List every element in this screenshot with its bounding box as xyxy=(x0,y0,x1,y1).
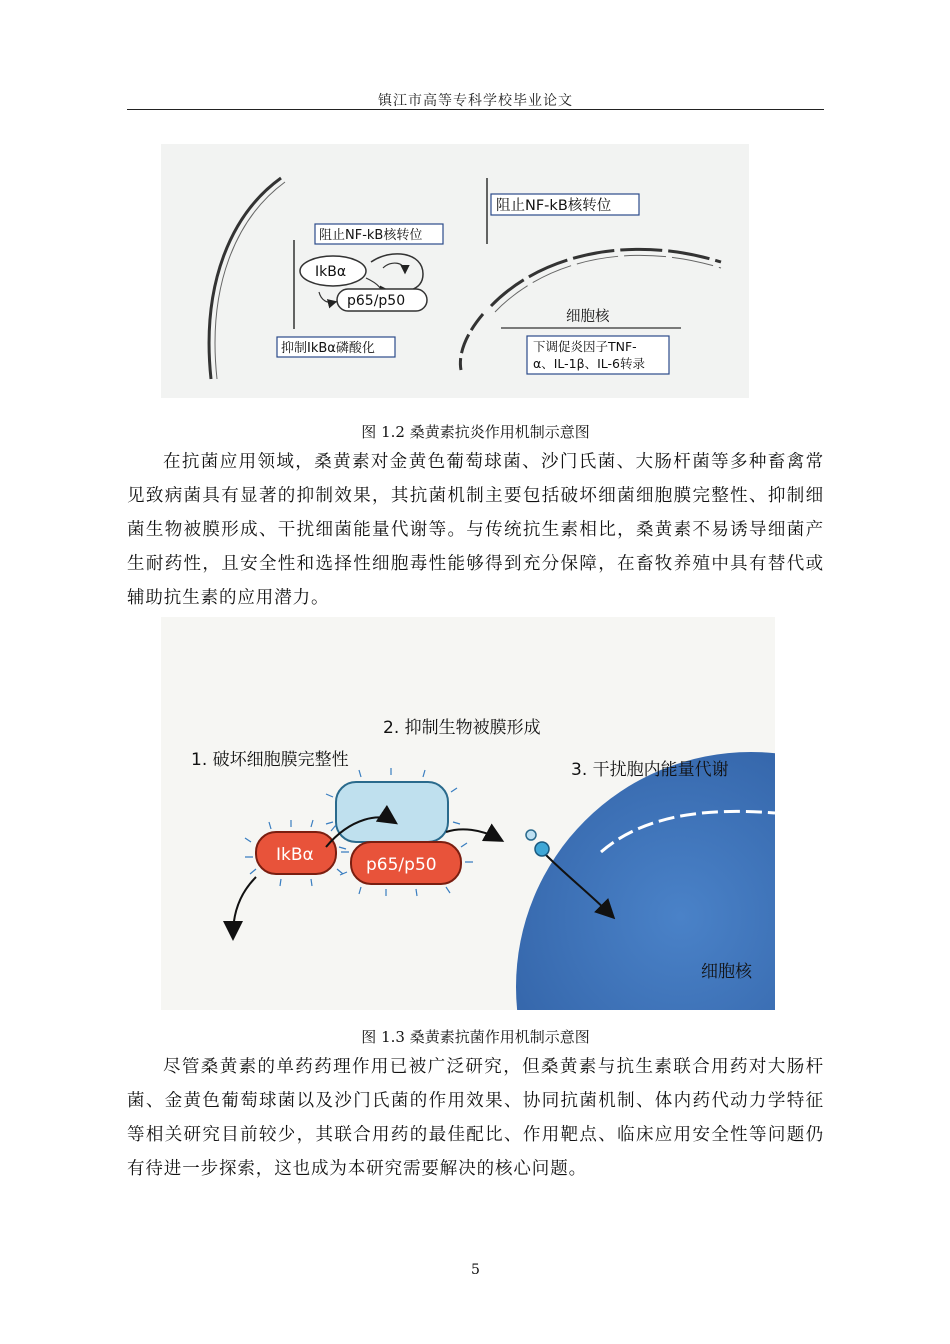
label-nucleus: 细胞核 xyxy=(566,309,610,325)
cell-membrane-arc xyxy=(209,178,281,379)
figure-1-2-caption: 图 1.2 桑黄素抗炎作用机制示意图 xyxy=(361,423,590,441)
figure-antibacterial-diagram xyxy=(161,617,775,1010)
molecule-dot xyxy=(535,842,549,856)
paragraph-combination-therapy: 尽管桑黄素的单药药理作用已被广泛研究，但桑黄素与抗生素联合用药对大肠杆菌、金黄色葡萄球菌以及沙门氏菌的作用效果、协同抗菌机制、体内药代动力学特征等相关研究目前较少，其联合用药的最佳配比、作用靶点、临床应用安全性等问题仍有待进一步探索，这也成为本研究需要解决的核心问题。 xyxy=(127,1057,824,1179)
label-inhibit-phosphorylation: 抑制IkBα磷酸化 xyxy=(281,341,375,356)
label-downregulate-line1: 下调促炎因子TNF- xyxy=(533,339,637,354)
figure-1-3-caption: 图 1.3 桑黄素抗菌作用机制示意图 xyxy=(361,1028,590,1046)
figure-anti-inflammatory-diagram xyxy=(161,144,749,398)
label-p65p50-2: p65/p50 xyxy=(366,855,437,875)
label-step-3: 3. 干扰胞内能量代谢 xyxy=(571,760,729,780)
running-header: 镇江市高等专科学校毕业论文 xyxy=(378,93,573,109)
paragraph-antibacterial: 在抗菌应用领域，桑黄素对金黄色葡萄球菌、沙门氏菌、大肠杆菌等多种畜禽常见致病菌具有显著的抑制效果，其抗菌机制主要包括破坏细菌细胞膜完整性、抑制细菌生物被膜形成、干扰细菌能量代谢等。与传统抗生素相比，桑黄素不易诱导细菌产生耐药性，且安全性和选择性细胞毒性能够得到充分保障，在畜牧养殖中具有替代或辅助抗生素的应用潜力。 xyxy=(127,452,824,608)
label-block-nfkb-right: 阻止NF-kB核转位 xyxy=(496,198,612,214)
label-ikba: IkBα xyxy=(315,264,347,280)
label-step-2: 2. 抑制生物被膜形成 xyxy=(383,718,541,738)
molecule-dot xyxy=(526,830,536,840)
label-p65p50: p65/p50 xyxy=(347,293,406,309)
label-downregulate-line2: α、IL-1β、IL-6转录 xyxy=(533,356,646,371)
label-block-nfkb-left: 阻止NF-kB核转位 xyxy=(319,228,423,243)
biofilm-shape xyxy=(336,782,448,842)
header-rule xyxy=(127,109,824,110)
label-step-1: 1. 破坏细胞膜完整性 xyxy=(191,750,349,770)
label-ikba-2: IkBα xyxy=(276,845,314,865)
nucleus-membrane-lower xyxy=(460,314,483,370)
label-nucleus-2: 细胞核 xyxy=(701,962,752,982)
page-number: 5 xyxy=(471,1262,480,1278)
